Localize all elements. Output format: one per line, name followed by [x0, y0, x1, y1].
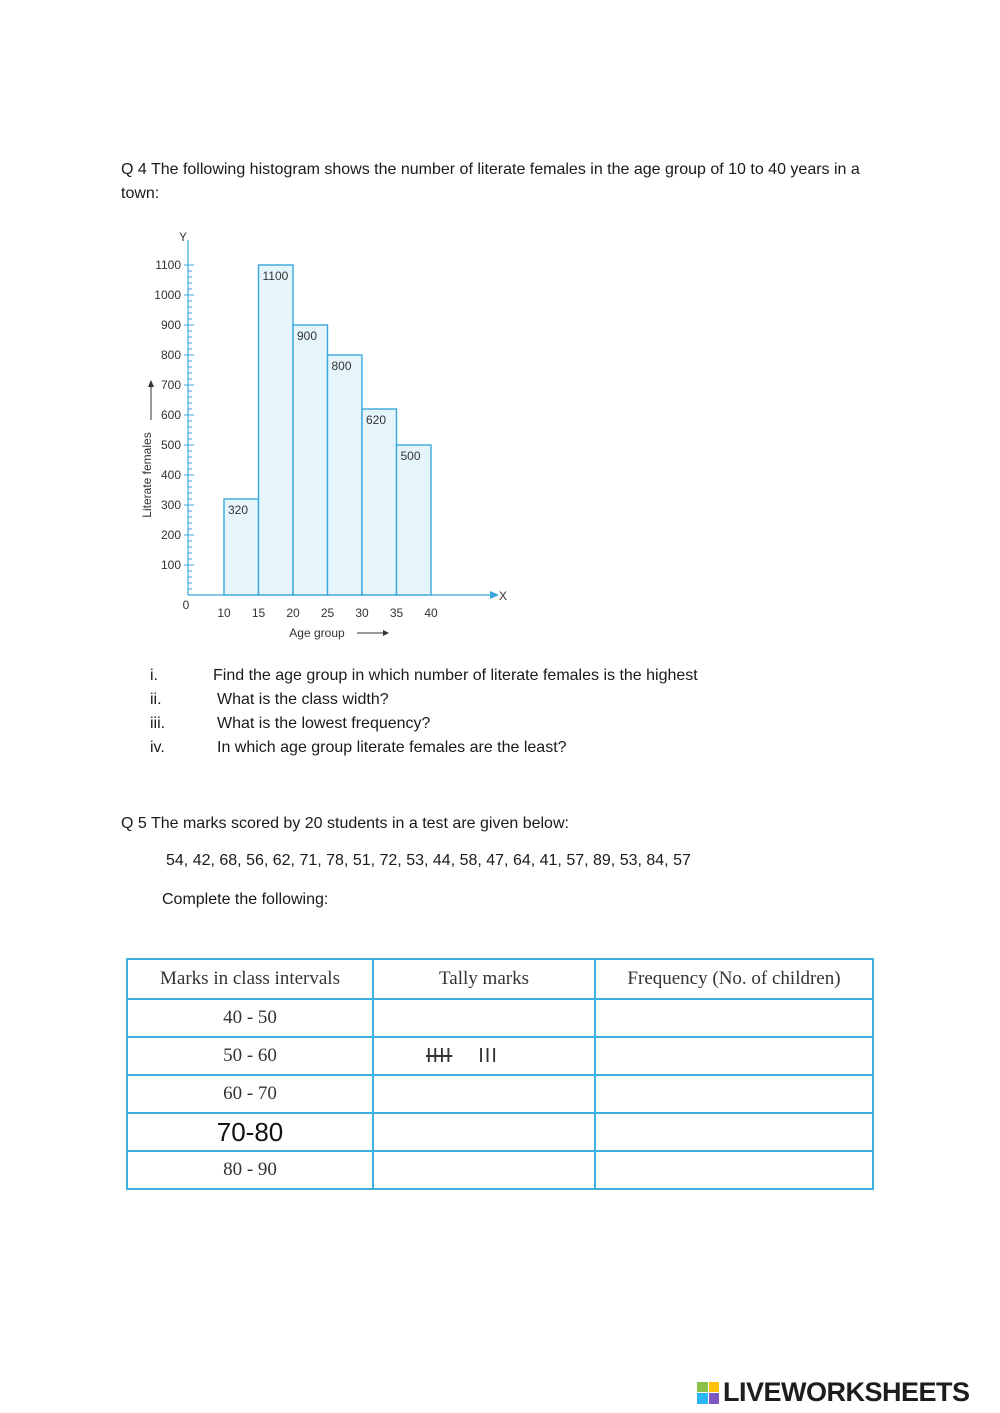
x-tick-label: 20 [286, 606, 300, 620]
y-tick-label: 200 [160, 528, 181, 542]
bar-value-label: 900 [297, 329, 318, 343]
q5-instruction: Complete the following: [162, 891, 329, 908]
x-tick-label: 30 [355, 606, 369, 620]
question-number: iii. [150, 715, 166, 732]
bar-value-label: 620 [366, 413, 387, 427]
logo-mark-icon [697, 1382, 719, 1404]
x-tick-label: 15 [251, 606, 266, 620]
frequency-cell[interactable] [595, 999, 873, 1037]
table-row [127, 1113, 873, 1151]
histogram-bar [362, 409, 397, 595]
x-axis-title: Age group [289, 626, 345, 640]
x-tick-label: 10 [217, 606, 231, 620]
interval-cell: 80 - 90 [127, 1151, 373, 1189]
x-tick-label: 35 [389, 606, 404, 620]
tally-five: IIII [426, 1044, 453, 1067]
x-axis-letter: X [498, 589, 508, 603]
frequency-table [126, 958, 874, 1190]
interval-cell: 50 - 60 [127, 1037, 373, 1075]
y-tick-label: 500 [160, 438, 181, 452]
y-tick-label: 600 [160, 408, 181, 422]
literate-females-histogram [135, 225, 515, 645]
table-row [127, 999, 873, 1037]
question-number: i. [150, 667, 158, 684]
brand-name: LIVEWORKSHEETS [723, 1377, 970, 1407]
bar-value-label: 800 [331, 359, 352, 373]
tally-cell[interactable] [373, 1075, 595, 1113]
tally-cell[interactable] [373, 1037, 595, 1075]
y-tick-label: 900 [160, 318, 181, 332]
table-row [127, 1151, 873, 1189]
tally-three: III [478, 1044, 498, 1067]
frequency-cell[interactable] [595, 1075, 873, 1113]
bar-value-label: 500 [400, 449, 421, 463]
histogram-bar [328, 355, 363, 595]
interval-cell: 40 - 50 [127, 999, 373, 1037]
q4-question-4 [150, 736, 698, 760]
y-tick-label: 800 [160, 348, 181, 362]
tally-marks [426, 1045, 498, 1068]
q4-prompt: Q 4 The following histogram shows the number of literate females in the age group of 10 to 40 years in a town: [121, 161, 860, 202]
question-text: What is the lowest frequency? [217, 715, 431, 732]
frequency-cell[interactable] [595, 1037, 873, 1075]
bar-value-label: 320 [228, 503, 249, 517]
header-class-intervals: Marks in class intervals [127, 959, 373, 999]
y-axis-title: Literate females [140, 432, 154, 518]
q5-prompt: Q 5 The marks scored by 20 students in a test are given below: [121, 815, 569, 832]
y-title-arrow-head [148, 380, 154, 387]
y-tick-label: 100 [160, 558, 181, 572]
x-tick-label: 25 [320, 606, 335, 620]
q5-marks-data: 54, 42, 68, 56, 62, 71, 78, 51, 72, 53, 44, 58, 47, 64, 41, 57, 89, 53, 84, 57 [166, 852, 691, 869]
question-number: iv. [150, 739, 165, 756]
question-text: Find the age group in which number of literate females is the highest [213, 667, 698, 684]
tally-cell[interactable] [373, 1113, 595, 1151]
y-tick-label: 700 [160, 378, 181, 392]
frequency-cell[interactable] [595, 1113, 873, 1151]
question-text: What is the class width? [217, 691, 389, 708]
q4-question-2 [150, 688, 698, 712]
question-text: In which age group literate females are the least? [217, 739, 567, 756]
interval-cell: 60 - 70 [127, 1075, 373, 1113]
table-row [127, 1037, 873, 1075]
question-number: ii. [150, 691, 162, 708]
header-tally-marks: Tally marks [373, 959, 595, 999]
x-axis-arrow [490, 591, 499, 599]
y-tick-label: 300 [160, 498, 181, 512]
y-axis-letter: Y [178, 230, 188, 244]
y-tick-label: 1100 [155, 258, 181, 272]
q4-question-list [150, 664, 698, 760]
tally-cell[interactable] [373, 1151, 595, 1189]
x-title-arrow-head [383, 630, 389, 636]
tally-cell[interactable] [373, 999, 595, 1037]
y-tick-label: 400 [160, 468, 181, 482]
frequency-cell[interactable] [595, 1151, 873, 1189]
table-header-row [127, 959, 873, 999]
histogram-bar [293, 325, 328, 595]
liveworksheets-logo [697, 1377, 970, 1408]
bar-value-label: 1100 [262, 269, 289, 283]
header-frequency: Frequency (No. of children) [595, 959, 873, 999]
interval-cell: 70-80 [127, 1113, 373, 1151]
q4-question-1 [150, 664, 698, 688]
table-row [127, 1075, 873, 1113]
histogram-bar [259, 265, 294, 595]
x-tick-label: 40 [424, 606, 438, 620]
q4-question-3 [150, 712, 698, 736]
histogram-bar [397, 445, 432, 595]
origin-label: 0 [182, 598, 190, 612]
y-tick-label: 1000 [154, 288, 181, 302]
